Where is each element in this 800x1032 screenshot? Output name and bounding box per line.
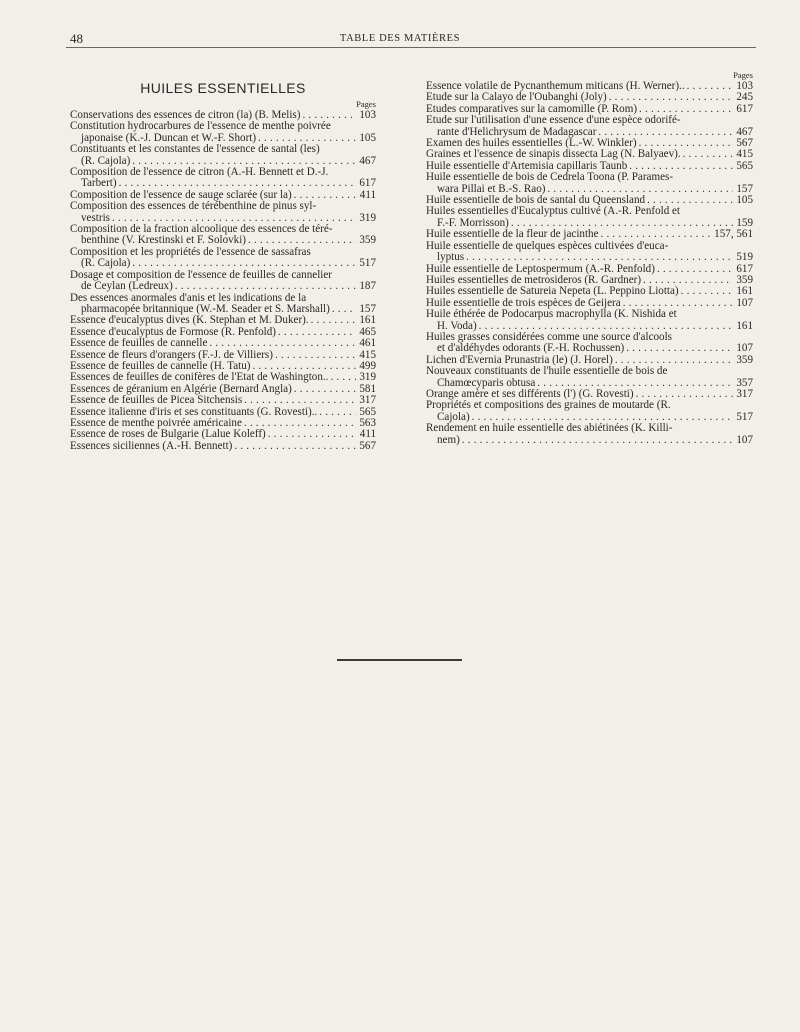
entry-title-line: Huile essentielle d'Artemisia capillaris Taunb xyxy=(426,159,628,172)
entry-title-line: (R. Cajola) xyxy=(81,154,131,167)
section-title: HUILES ESSENTIELLES xyxy=(140,80,306,96)
entry-title-line: Etude sur la Calayo de l'Oubanghi (Joly) xyxy=(426,91,607,104)
toc-entry xyxy=(70,144,376,167)
toc-entry xyxy=(426,400,753,423)
entry-title-line: F.-F. Morrisson) xyxy=(437,216,509,229)
entry-title-line: Rendement en huile essentielle des abiétinées (K. Killi- xyxy=(426,422,673,435)
dot-leader xyxy=(207,338,356,349)
entry-page-number: 105 xyxy=(359,131,376,144)
right-column xyxy=(426,72,753,446)
entry-title-line: Constituants et les constantes de l'essence de santal (les) xyxy=(70,143,320,156)
entry-title-line: Huile essentielle de bois de Cedrela Toona (P. Parames- xyxy=(426,171,674,184)
running-head: TABLE DES MATIÈRES xyxy=(339,33,461,44)
entry-page-number: 411 xyxy=(359,428,376,441)
dot-leader xyxy=(273,350,356,361)
dot-leader xyxy=(679,286,733,297)
entry-title-line: Huile essentielle de Leptospermum (A.-R. Penfold) xyxy=(426,262,655,275)
entry-page-number: 467 xyxy=(359,154,376,167)
dot-leader xyxy=(599,229,715,240)
entry-title-line: Essence de roses de Bulgarie (Lalue Koleff) xyxy=(70,428,266,441)
entry-page-number: 411 xyxy=(359,188,376,201)
toc-entry xyxy=(70,167,376,190)
entry-title-line: Essence de fleurs d'orangers (F.-J. de Villiers) xyxy=(70,348,273,361)
entry-title-line: Huile essentielle de quelques espèces cultivées d'euca- xyxy=(426,239,669,252)
entry-title-line: Huiles grasses considérées comme une source d'alcools xyxy=(426,330,672,343)
entry-page-number: 359 xyxy=(736,353,753,366)
page-number: 48 xyxy=(70,31,83,46)
entry-title-line: Propriétés et compositions des graines de moutarde (R. xyxy=(426,399,671,412)
pages-label: Pages xyxy=(733,70,753,80)
entry-title-line: Orange amère et ses différents (l') (G. Rovesti) xyxy=(426,387,634,400)
entry-title-line: Essence de feuilles de Picea Sitchensis xyxy=(70,394,243,407)
entry-title-line: Composition de l'essence de sauge sclarée (sur la) xyxy=(70,188,292,201)
toc-entry xyxy=(70,315,376,326)
entry-title-line: Composition de la fraction alcoolique des essences de téré- xyxy=(70,223,333,236)
left-entry-list xyxy=(70,110,376,452)
entry-page-number: 617 xyxy=(736,262,753,275)
entry-page-number: 617 xyxy=(736,102,753,115)
entry-title-line: Huiles essentielles d'Eucalyptus cultivé (A.-R. Penfold et xyxy=(426,205,681,218)
toc-entry xyxy=(70,395,376,406)
entry-title-line: Chamœcyparis obtusa xyxy=(437,376,536,389)
entry-page-number: 499 xyxy=(359,359,376,372)
entry-page-number: 161 xyxy=(359,314,376,327)
dot-leader xyxy=(232,441,356,452)
entry-page-number: 161 xyxy=(736,285,753,298)
toc-entry xyxy=(70,270,376,293)
entry-title-line: Conservations des essences de citron (la) (B. Melis) xyxy=(70,109,301,121)
entry-title-line: Essence italienne d'iris et ses constituants (G. Rovesti).. xyxy=(70,405,318,418)
entry-title-line: Huiles essentielles de metrosideros (R. Gardner) xyxy=(426,273,642,286)
entry-page-number: 107 xyxy=(736,433,753,446)
dot-leader xyxy=(655,264,733,275)
entry-title-line: Etude sur l'utilisation d'une essence d'une espèce odorifé- xyxy=(426,114,681,127)
dot-leader xyxy=(328,372,356,383)
entry-title-line: Huiles essentielle de Satureia Nepeta (L. Peppino Liotta) xyxy=(426,285,679,298)
entry-page-number: 105 xyxy=(736,194,753,207)
toc-entry xyxy=(426,286,753,297)
toc-entry xyxy=(70,338,376,349)
pages-label: Pages xyxy=(356,99,376,109)
end-rule xyxy=(337,659,462,661)
entry-page-number: 157 xyxy=(359,302,376,315)
entry-title-line: et d'aldéhydes odorants (F.-H. Rochussen) xyxy=(437,342,625,355)
entry-title-line: Examen des huiles essentielles (L.-W. Winkler) xyxy=(426,137,637,150)
entry-title-line: (R. Cajola) xyxy=(81,257,131,270)
entry-title-line: Huile essentielle de bois de santal du Queensland xyxy=(426,194,646,207)
dot-leader xyxy=(242,395,356,406)
entry-page-number: 317 xyxy=(359,394,376,407)
entry-title-line: de Ceylan (Ledreux) xyxy=(81,280,173,293)
header-rule xyxy=(66,47,756,48)
entry-title-line: Essence de menthe poivrée américaine xyxy=(70,416,242,429)
entry-title-line: lyptus xyxy=(437,251,465,264)
toc-entry xyxy=(426,241,753,264)
dot-leader xyxy=(685,81,733,92)
entry-page-number: 103 xyxy=(359,109,376,121)
left-column xyxy=(70,72,376,452)
entry-page-number: 465 xyxy=(359,325,376,338)
entry-title-line: Composition des essences de térébenthine de pinus syl- xyxy=(70,200,317,213)
entry-title-line: H. Voda) xyxy=(437,319,477,332)
right-entry-list xyxy=(426,81,753,446)
entry-title-line: Dosage et composition de l'essence de feuilles de cannelier xyxy=(70,268,332,281)
entry-page-number: 157, 561 xyxy=(714,228,753,241)
entry-page-number: 565 xyxy=(736,159,753,172)
entry-title-line: Composition de l'essence de citron (A.-H. Bennett et D.-J. xyxy=(70,166,329,179)
entry-page-number: 517 xyxy=(736,410,753,423)
entry-page-number: 319 xyxy=(359,211,376,224)
entry-title-line: nem) xyxy=(437,433,460,446)
toc-entry xyxy=(426,229,753,240)
entry-page-number: 245 xyxy=(736,91,753,104)
entry-page-number: 519 xyxy=(736,251,753,264)
entry-page-number: 517 xyxy=(359,257,376,270)
toc-entry xyxy=(426,332,753,355)
entry-title-line: Nouveaux constituants de l'huile essentielle de bois de xyxy=(426,365,668,378)
dot-leader xyxy=(130,258,356,269)
entry-title-line: Essence d'eucalyptus dives (K. Stephan et M. Duker). xyxy=(70,314,309,327)
toc-entry xyxy=(70,224,376,247)
dot-leader xyxy=(266,429,356,440)
entry-title-line: Essence de feuilles de cannelle (H. Tatu) xyxy=(70,359,251,372)
entry-page-number: 567 xyxy=(736,137,753,150)
entry-title-line: Graines et l'essence de sinapis dissecta Lag (N. Balyaev). xyxy=(426,148,681,161)
entry-title-line: pharmacopée britannique (W.-M. Seader et S. Marshall) xyxy=(81,302,330,315)
entry-page-number: 461 xyxy=(359,337,376,350)
entry-title-line: Huile essentielle de trois espèces de Geijera xyxy=(426,296,621,309)
entry-title-line: Cajola) xyxy=(437,410,470,423)
entry-title-line: Essences de géranium en Algérie (Bernard Angla) xyxy=(70,382,292,395)
entry-title-line: Des essences anormales d'anis et les indications de la xyxy=(70,291,307,304)
dot-leader xyxy=(317,407,356,418)
dot-leader xyxy=(681,149,733,160)
entry-page-number: 107 xyxy=(736,342,753,355)
toc-entry xyxy=(70,293,376,316)
entry-page-number: 563 xyxy=(359,416,376,429)
entry-title-line: Etudes comparatives sur la camomille (P. Rom) xyxy=(426,102,638,115)
entry-title-line: vestris xyxy=(81,211,110,224)
dot-leader xyxy=(309,315,356,326)
dot-leader xyxy=(173,281,356,292)
entry-title-line: Constitution hydrocarbures de l'essence de menthe poivrée xyxy=(70,120,331,133)
entry-title-line: Essences de feuilles de conifères de l'Etat de Washington.. xyxy=(70,371,329,384)
dot-leader xyxy=(276,327,356,338)
entry-title-line: Lichen d'Evernia Prunastria (le) (J. Horel) xyxy=(426,353,613,366)
entry-title-line: Huile éthérée de Podocarpus macrophylla (K. Nishida et xyxy=(426,308,677,321)
entry-title-line: Essences siciliennes (A.-H. Bennett) xyxy=(70,439,233,452)
toc-entry xyxy=(426,172,753,195)
entry-page-number: 357 xyxy=(736,376,753,389)
entry-title-line: Essence de feuilles de cannelle xyxy=(70,337,208,350)
dot-leader xyxy=(330,304,356,315)
entry-title-line: Essence d'eucalyptus de Formose (R. Penfold) xyxy=(70,325,276,338)
entry-title-line: wara Pillai et B.-S. Rao) xyxy=(437,182,546,195)
entry-page-number: 359 xyxy=(736,273,753,286)
entry-page-number: 567 xyxy=(359,439,376,452)
toc-entry xyxy=(426,206,753,229)
entry-title-line: Composition et les propriétés de l'essence de sassafras xyxy=(70,245,311,258)
toc-entry xyxy=(426,423,753,446)
entry-page-number: 107 xyxy=(736,296,753,309)
entry-page-number: 581 xyxy=(359,382,376,395)
entry-title-line: japonaise (K.-J. Duncan et W.-F. Short) xyxy=(81,131,257,144)
entry-page-number: 161 xyxy=(736,319,753,332)
entry-title-line: Essence volatile de Pycnanthemum miticans (H. Werner).. xyxy=(426,80,685,92)
dot-leader xyxy=(460,435,733,446)
entry-title-line: Huile essentielle de la fleur de jacinthe xyxy=(426,228,599,241)
entry-title-line: rante d'Helichrysum de Madagascar xyxy=(437,125,597,138)
toc-entry xyxy=(70,201,376,224)
entry-page-number: 617 xyxy=(359,177,376,190)
entry-page-number: 103 xyxy=(736,80,753,92)
entry-page-number: 187 xyxy=(359,280,376,293)
entry-title-line: Tarbert) xyxy=(81,177,117,190)
entry-page-number: 565 xyxy=(359,405,376,418)
toc-entry xyxy=(426,309,753,332)
toc-entry xyxy=(70,441,376,452)
toc-entry xyxy=(426,115,753,138)
toc-entry xyxy=(426,366,753,389)
dot-leader xyxy=(292,384,356,395)
entry-page-number: 317 xyxy=(736,387,753,400)
dot-leader xyxy=(464,252,733,263)
entry-title-line: benthine (V. Krestinski et F. Solovki) xyxy=(81,234,246,247)
entry-page-number: 319 xyxy=(359,371,376,384)
entry-page-number: 157 xyxy=(736,182,753,195)
entry-page-number: 159 xyxy=(736,216,753,229)
dot-leader xyxy=(624,343,733,354)
toc-entry xyxy=(70,247,376,270)
entry-page-number: 415 xyxy=(359,348,376,361)
toc-entry xyxy=(70,121,376,144)
entry-page-number: 359 xyxy=(359,234,376,247)
entry-page-number: 467 xyxy=(736,125,753,138)
entry-page-number: 415 xyxy=(736,148,753,161)
